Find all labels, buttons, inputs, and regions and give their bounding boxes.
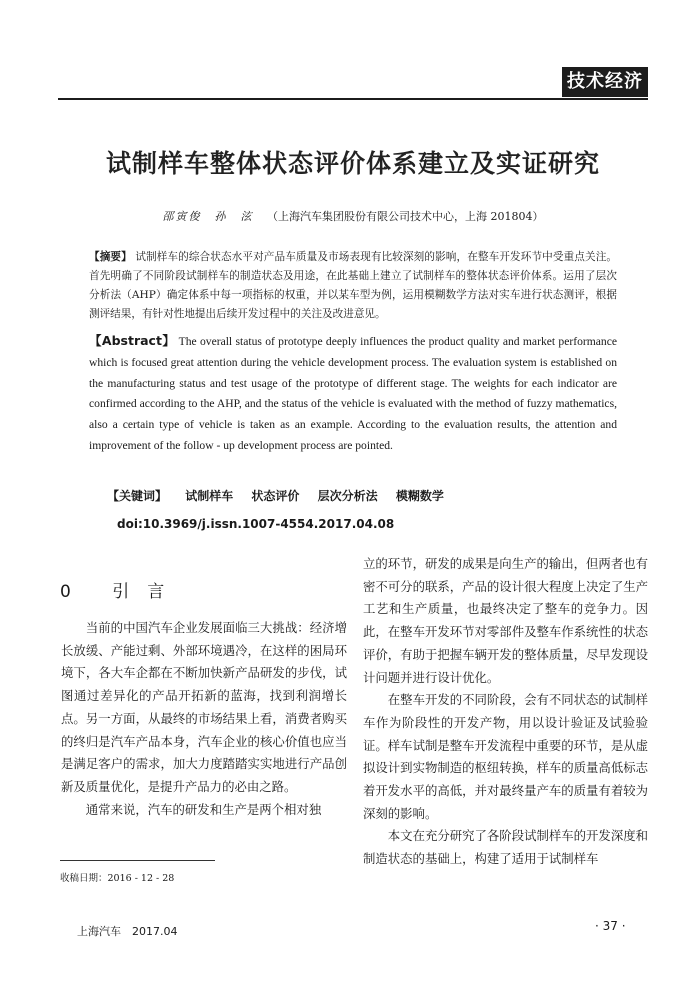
keyword-item: 状态评价 bbox=[251, 489, 300, 503]
abstract-cn bbox=[89, 248, 617, 324]
abstract-en-label: 【Abstract】 bbox=[89, 333, 176, 348]
body-paragraph: 当前的中国汽车企业发展面临三大挑战：经济增长放缓、产能过剩、外部环境遇冷，在这样的困局环境下，各大车企都在不断加快新产品研发的步伐，试图通过差异化的产品开拓新的蓝海，找到利润增长点。另一方面，从最终的市场结果上看，消费者购买的终归是汽车产品本身，汽车企业的核心价值也应当是满足客户的需求，加大力度踏踏实实地进行产品创新及质量优化，是提升产品力的必由之路。 bbox=[61, 620, 347, 794]
abstract-cn-label: 【摘要】 bbox=[89, 251, 132, 263]
paper-title: 试制样车整体状态评价体系建立及实证研究 bbox=[105, 149, 600, 178]
author-names: 邵寅俊 孙 泫 bbox=[162, 210, 254, 223]
abstract-en bbox=[89, 331, 617, 457]
author-affiliation: （上海汽车集团股份有限公司技术中心，上海 201804） bbox=[267, 210, 544, 223]
body-paragraph: 在整车开发的不同阶段，会有不同状态的试制样车作为阶段性的开发产物，用以设计验证及试验验证。样车试制是整车开发流程中重要的环节，是从虚拟设计到实物制造的枢纽转换，样车的质量高低标志着开发水平的高低，并对最终量产车的质量有着较为深刻的影响。 bbox=[363, 692, 648, 821]
journal-folio: 上海汽车 2017.04 bbox=[77, 925, 178, 938]
abstract-en-text: The overall status of prototype deeply influences the product quality and market performance which is focused great attention during the vehicle development process. The evaluation system is established on the manufacturing status and test usage of the prototype of different stage. The weights for each indicator are confirmed according to the AHP, and the status of the vehicle is evaluated with the method of fuzzy mathematics, also a certain type of vehicle is taken as an example. According to the evaluation results, the attention and improvement of the follow - up development process are pointed. bbox=[89, 335, 617, 452]
section-heading: 0 引言 bbox=[60, 582, 183, 602]
page-number: · 37 · bbox=[595, 919, 626, 933]
body-paragraph: 本文在充分研究了各阶段试制样车的开发深度和制造状态的基础上，构建了适用于试制样车 bbox=[363, 828, 648, 867]
body-paragraph: 立的环节，研发的成果是向生产的输出，但两者也有密不可分的联系，产品的设计很大程度上决定了生产工艺和生产质量，也最终决定了整车的竞争力。因此，在整车开发环节对零部件及整车作系统性的状态评价，有助于把握车辆开发的整体质量，尽早发现设计问题并进行设计优化。 bbox=[363, 556, 648, 685]
keywords-label: 【关键词】 bbox=[107, 489, 168, 503]
keyword-item: 试制样车 bbox=[185, 489, 234, 503]
section-badge: 技术经济 bbox=[562, 67, 648, 97]
body-column-right bbox=[363, 553, 648, 871]
keyword-item: 层次分析法 bbox=[317, 489, 378, 503]
keywords bbox=[107, 487, 444, 504]
abstract-cn-text: 试制样车的综合状态水平对产品车质量及市场表现有比较深刻的影响，在整车开发环节中受重点关注。首先明确了不同阶段试制样车的制造状态及用途，在此基础上建立了试制样车的整体状态评价体系。运用了层次分析法（AHP）确定体系中每一项指标的权重，并以某车型为例，运用模糊数学方法对实车进行状态测评，根据测评结果，有针对性地提出后续开发过程中的关注及改进意见。 bbox=[89, 251, 617, 320]
header-rule bbox=[58, 98, 648, 100]
doi: doi:10.3969/j.issn.1007-4554.2017.04.08 bbox=[117, 517, 395, 531]
body-paragraph: 通常来说，汽车的研发和生产是两个相对独 bbox=[85, 801, 322, 817]
keyword-item: 模糊数学 bbox=[395, 489, 444, 503]
body-column-left bbox=[61, 617, 347, 821]
footnote-rule bbox=[60, 860, 215, 861]
authors-line bbox=[58, 208, 648, 224]
received-date-footnote: 收稿日期：2016 - 12 - 28 bbox=[60, 873, 175, 884]
